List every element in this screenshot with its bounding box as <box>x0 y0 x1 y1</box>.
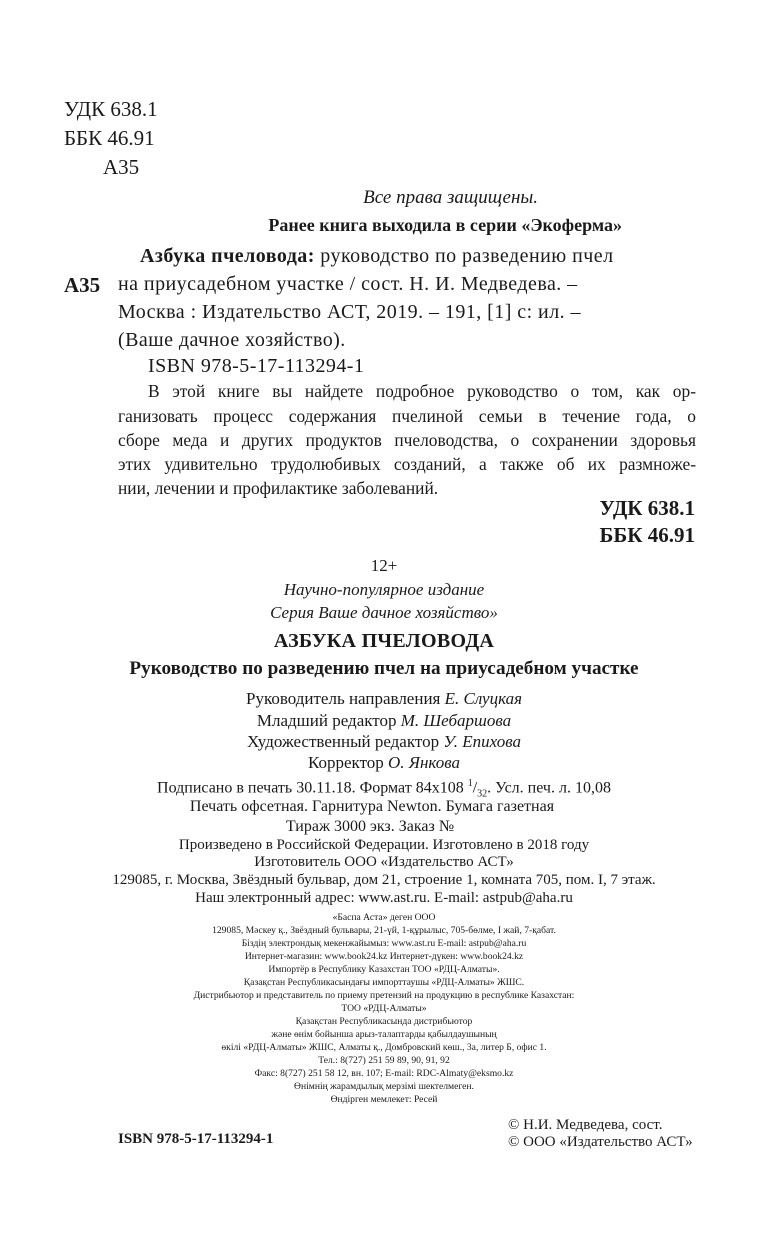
copyright-publisher: © ООО «Издательство АСТ» <box>508 1134 693 1150</box>
kz-line: Біздің электрондық мекенжайымыз: www.ast.ru E-mail: astpub@aha.ru <box>241 938 527 949</box>
age-rating: 12+ <box>370 556 398 575</box>
bib-line-1 <box>140 245 614 268</box>
credit-name: У. Епихова <box>443 732 521 751</box>
credit-line <box>0 732 768 752</box>
kz-line: Өндірген мемлекет: Ресей <box>330 1094 438 1105</box>
bib-author-mark: А35 <box>64 273 101 297</box>
kz-line: «Баспа Аста» деген ООО <box>332 912 436 923</box>
bib-line-3: Москва : Издательство АСТ, 2019. – 191, [1] с: ил. – <box>118 301 581 323</box>
kz-line: және өнім бойынша арыз-талаптарды қабылдаушының <box>271 1029 497 1040</box>
credit-name: М. Шебаршова <box>400 711 512 730</box>
imprint-email: Наш электронный адрес: www.ast.ru. E-mail: astpub@aha.ru <box>195 890 573 906</box>
bib-title: Азбука пчеловода: <box>140 245 315 267</box>
kz-line: өкілі «РДЦ-Алматы» ЖШС, Алматы қ., Домбровский көш., 3а, литер Б, офис 1. <box>221 1042 547 1053</box>
kz-line: Дистрибьютор и представитель по приему претензий на продукцию в республике Казахстан: <box>193 990 575 1001</box>
kz-line: Интернет-магазин: www.book24.kz Интернет-дүкен: www.book24.kz <box>244 951 524 962</box>
author-mark-top: А35 <box>103 155 140 179</box>
kz-line: 129085, Мәскеу қ., Звёздный бульвары, 21-үй, 1-құрылыс, 705-бөлме, I жай, 7-қабат. <box>212 925 556 936</box>
credit-line <box>0 711 768 731</box>
udk-code-top: УДК 638.1 <box>64 97 158 121</box>
imprint-signed: Подписано в печать 30.11.18. Формат 84х108 $^1/_{32}$. Усл. печ. л. 10,08 <box>157 778 611 800</box>
annotation-line: ганизовать процесс содержания пчелиной семьи в течение года, о <box>118 406 696 426</box>
credit-name: О. Янкова <box>388 753 460 772</box>
imprint-print: Печать офсетная. Гарнитура Newton. Бумага газетная <box>189 798 555 815</box>
imprint-address: 129085, г. Москва, Звёздный бульвар, дом 21, строение 1, комната 705, пом. I, 7 этаж. <box>112 872 656 888</box>
imprint-signed-pre: Подписано в печать 30.11.18. Формат 84х108 <box>157 779 468 797</box>
kz-line: Өнімнің жарамдылық мерзімі шектелмеген. <box>294 1081 474 1092</box>
credit-line <box>0 753 768 773</box>
bib-line-1-rest: руководство по разведению пчел <box>314 245 614 267</box>
rights-note: Все права защищены. <box>363 187 538 208</box>
bib-isbn: ISBN 978-5-17-113294-1 <box>148 355 365 377</box>
annotation-line-last: нии, лечении и профилактике заболеваний. <box>118 478 439 498</box>
kz-line: Импортёр в Республику Казахстан ТОО «РДЦ-Алматы». <box>268 964 500 975</box>
annotation-line: В этой книге вы найдете подробное руководство о том, как ор- <box>148 381 696 401</box>
bbk-code-bottom: ББК 46.91 <box>599 523 695 547</box>
annotation-line: этих удивительно трудолюбивых созданий, а также об их размноже- <box>118 454 696 474</box>
series-name: Серия Ваше дачное хозяйство» <box>270 603 498 622</box>
imprint-produced: Произведено в Российской Федерации. Изготовлено в 2018 году <box>178 837 590 853</box>
copyright-compiler: © Н.И. Медведева, сост. <box>508 1117 663 1133</box>
imprint-maker: Изготовитель ООО «Издательство АСТ» <box>254 854 514 870</box>
kz-line: Қазақстан Республикасындағы импорттаушы «РДЦ-Алматы» ЖШС. <box>243 977 525 988</box>
credit-role: Младший редактор <box>256 711 397 730</box>
credit-line <box>0 689 768 709</box>
bib-line-2: на приусадебном участке / сост. Н. И. Медведева. – <box>118 273 578 295</box>
format-fraction-numerator: 1 <box>467 778 473 789</box>
edition-type: Научно-популярное издание <box>283 580 485 599</box>
book-subtitle: Руководство по разведению пчел на приусадебном участке <box>129 658 639 679</box>
kz-line: Тел.: 8(727) 251 59 89, 90, 91, 92 <box>318 1055 450 1066</box>
kz-line: Қазақстан Республикасында дистрибьютор <box>295 1016 473 1027</box>
annotation-line: сборе меда и других продуктов пчеловодства, о сохранении здоровья <box>118 430 696 450</box>
credit-role: Художественный редактор <box>247 732 440 751</box>
format-fraction-denominator: 32 <box>477 788 488 800</box>
imprint-signed-post: . Усл. печ. л. 10,08 <box>487 779 611 797</box>
book-title: АЗБУКА ПЧЕЛОВОДА <box>273 630 495 652</box>
kz-line: ТОО «РДЦ-Алматы» <box>341 1003 427 1014</box>
udk-code-bottom: УДК 638.1 <box>599 496 695 520</box>
credit-role: Корректор <box>308 753 384 772</box>
previous-series-note: Ранее книга выходила в серии «Экоферма» <box>268 215 622 235</box>
credit-name: Е. Слуцкая <box>444 689 523 708</box>
credit-role: Руководитель направления <box>245 689 441 708</box>
kz-line: Факс: 8(727) 251 58 12, вн. 107; E-mail: RDC-Almaty@eksmo.kz <box>254 1068 514 1079</box>
footer-isbn: ISBN 978-5-17-113294-1 <box>118 1131 274 1147</box>
bib-line-4: (Ваше дачное хозяйство). <box>118 329 346 351</box>
bbk-code-top: ББК 46.91 <box>64 126 155 150</box>
imprint-run: Тираж 3000 экз. Заказ № <box>285 818 455 835</box>
